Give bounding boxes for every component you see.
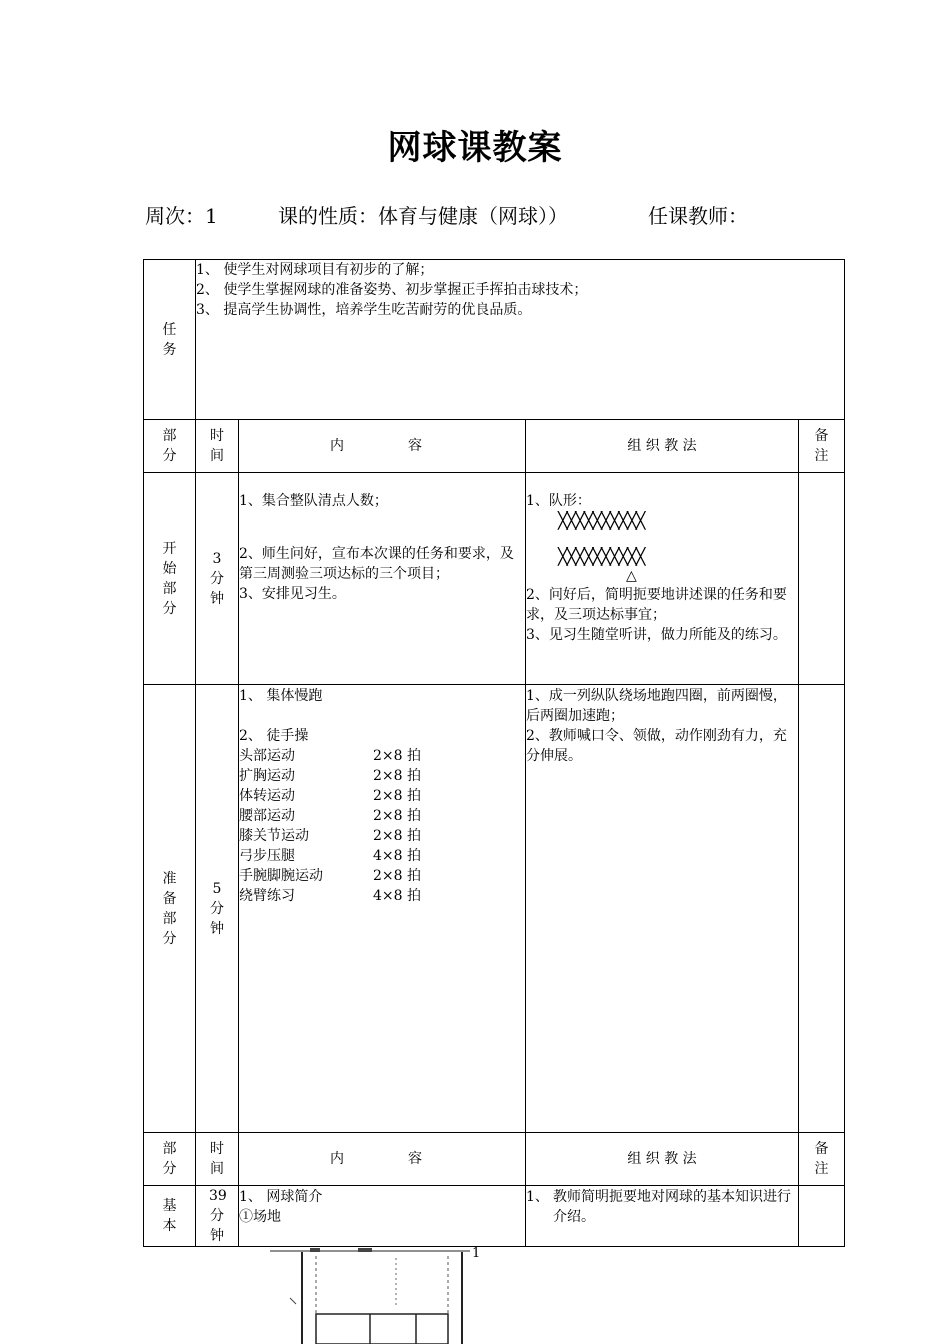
prep-section-row xyxy=(144,685,845,1133)
teacher-label: 任课教师： xyxy=(648,204,748,228)
header-row xyxy=(144,1133,845,1186)
teacher-marker: △ xyxy=(626,568,637,584)
basic-time: 39分钟 xyxy=(196,1186,239,1247)
header-method: 组 织 教 法 xyxy=(526,1133,799,1186)
exercise-row: 弓步压腿 4×8 拍 xyxy=(239,848,421,864)
tennis-court-diagram xyxy=(270,1248,470,1344)
start-time: 3分钟 xyxy=(196,473,239,685)
page-number: 1 xyxy=(472,1246,481,1261)
method-item: 2、教师喊口令、领做，动作刚劲有力，充分伸展。 xyxy=(526,728,787,764)
course-nature: 课的性质：体育与健康（网球）） xyxy=(278,204,568,228)
header-note: 备注 xyxy=(799,420,845,473)
week-label: 周次：1 xyxy=(145,204,218,228)
exercise-row: 手腕脚腕运动 2×8 拍 xyxy=(239,868,421,884)
method-item: 1、 教师简明扼要地对网球的基本知识进行介绍。 xyxy=(526,1189,791,1225)
method-item: 1、队形： xyxy=(526,493,591,509)
task-item: 1、 使学生对网球项目有初步的了解； xyxy=(196,262,434,278)
start-note xyxy=(799,473,845,685)
header-part: 部分 xyxy=(144,420,196,473)
content-item: 1、 集体慢跑 xyxy=(239,688,323,704)
exercise-row: 扩胸运动 2×8 拍 xyxy=(239,768,421,784)
task-item: 2、 使学生掌握网球的准备姿势、初步掌握正手挥拍击球技术； xyxy=(196,282,588,298)
header-note: 备注 xyxy=(799,1133,845,1186)
page-title: 网球课教案 xyxy=(387,128,563,168)
header-content: 内 容 xyxy=(239,1133,526,1186)
basic-method xyxy=(526,1186,799,1247)
prep-time: 5分钟 xyxy=(196,685,239,1133)
exercise-row: 体转运动 2×8 拍 xyxy=(239,788,421,804)
task-label: 任务 xyxy=(144,260,196,420)
method-item: 1、成一列纵队绕场地跑四圈，前两圈慢，后两圈加速跑； xyxy=(526,688,787,724)
prep-label: 准备部分 xyxy=(144,685,196,1133)
content-item: 1、集合整队清点人数； xyxy=(239,493,388,509)
header-method: 组 织 教 法 xyxy=(526,420,799,473)
basic-section-row xyxy=(144,1186,845,1247)
basic-label: 基本 xyxy=(144,1186,196,1247)
formation-row: ╳╳╳╳╳╳╳╳╳╳ xyxy=(558,511,645,530)
formation-row: ╳╳╳╳╳╳╳╳╳╳ xyxy=(558,547,645,566)
exercise-row: 膝关节运动 2×8 拍 xyxy=(239,828,421,844)
start-section-row xyxy=(144,473,845,685)
header-part: 部分 xyxy=(144,1133,196,1186)
method-item: 2、问好后，简明扼要地讲述课的任务和要求，及三项达标事宜； xyxy=(526,587,787,623)
task-content xyxy=(196,260,845,420)
lesson-plan-table xyxy=(143,259,845,1247)
header-time: 时间 xyxy=(196,420,239,473)
exercise-row: 头部运动 2×8 拍 xyxy=(239,748,421,764)
exercise-row: 绕臂练习 4×8 拍 xyxy=(239,888,421,904)
prep-method xyxy=(526,685,799,1133)
task-row xyxy=(144,260,845,420)
start-method xyxy=(526,473,799,685)
content-item: ①场地 xyxy=(239,1209,281,1225)
prep-content xyxy=(239,685,526,1133)
basic-content xyxy=(239,1186,526,1247)
start-content xyxy=(239,473,526,685)
content-item: 2、 徒手操 xyxy=(239,728,309,744)
start-label: 开始部分 xyxy=(144,473,196,685)
header-row xyxy=(144,420,845,473)
content-item: 2、师生问好，宣布本次课的任务和要求，及第三周测验三项达标的三个项目； xyxy=(239,546,514,582)
header-content: 内 容 xyxy=(239,420,526,473)
prep-note xyxy=(799,685,845,1133)
header-time: 时间 xyxy=(196,1133,239,1186)
content-item: 1、 网球简介 xyxy=(239,1189,323,1205)
method-item: 3、见习生随堂听讲，做力所能及的练习。 xyxy=(526,627,787,643)
task-item: 3、 提高学生协调性，培养学生吃苦耐劳的优良品质。 xyxy=(196,302,532,318)
basic-note xyxy=(799,1186,845,1247)
content-item: 3、安排见习生。 xyxy=(239,586,346,602)
exercise-row: 腰部运动 2×8 拍 xyxy=(239,808,421,824)
